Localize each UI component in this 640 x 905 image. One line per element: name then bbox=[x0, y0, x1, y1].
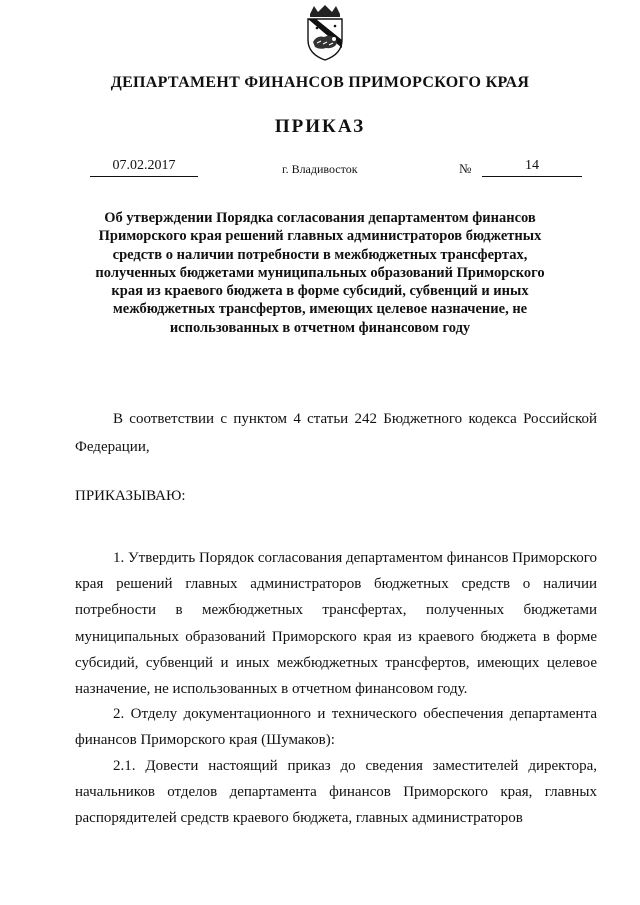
order-title: Об утверждении Порядка согласования департаментом финансов Приморского края решений главных администраторов бюджетных средств о наличии потребности в межбюджетных трансфертах, полученных бюджетами муниципальных образований Приморского края из краевого бюджета в форме субсидий, субвенций и иных межбюджетных трансфертов, имеющих целевое назначение, не использованных в отчетном финансовом году bbox=[95, 210, 545, 336]
coat-of-arms-icon bbox=[302, 4, 348, 62]
item-1-paragraph: 1. Утвердить Порядок согласования департаментом финансов Приморского края решений главных администраторов бюджетных средств о наличии потребности в межбюджетных трансфертах, полученных бюджетами муниципальных образований Приморского края из краевого бюджета в форме субсидий, субвенций и иных межбюджетных трансфертов, имеющих целевое назначение, не использованных в отчетном финансовом году. bbox=[75, 550, 597, 698]
item-2-paragraph: 2. Отделу документационного и технического обеспечения департамента финансов Приморского края (Шумаков): bbox=[75, 706, 597, 749]
order-number: 14 bbox=[482, 158, 582, 177]
document-type-title: ПРИКАЗ bbox=[274, 116, 366, 137]
order-number-label: № bbox=[459, 161, 472, 176]
department-name: ДЕПАРТАМЕНТ ФИНАНСОВ ПРИМОРСКОГО КРАЯ bbox=[110, 74, 530, 91]
order-date: 07.02.2017 bbox=[90, 158, 198, 177]
order-city: г. Владивосток bbox=[282, 162, 358, 176]
order-directive-word: ПРИКАЗЫВАЮ: bbox=[75, 488, 186, 504]
item-2-1-paragraph: 2.1. Довести настоящий приказ до сведения заместителей директора, начальников отделов департамента финансов Приморского края, главных распорядителей средств краевого бюджета, главных администраторов bbox=[75, 758, 597, 827]
basis-paragraph: В соответствии с пунктом 4 статьи 242 Бюджетного кодекса Российской Федерации, bbox=[75, 411, 597, 455]
